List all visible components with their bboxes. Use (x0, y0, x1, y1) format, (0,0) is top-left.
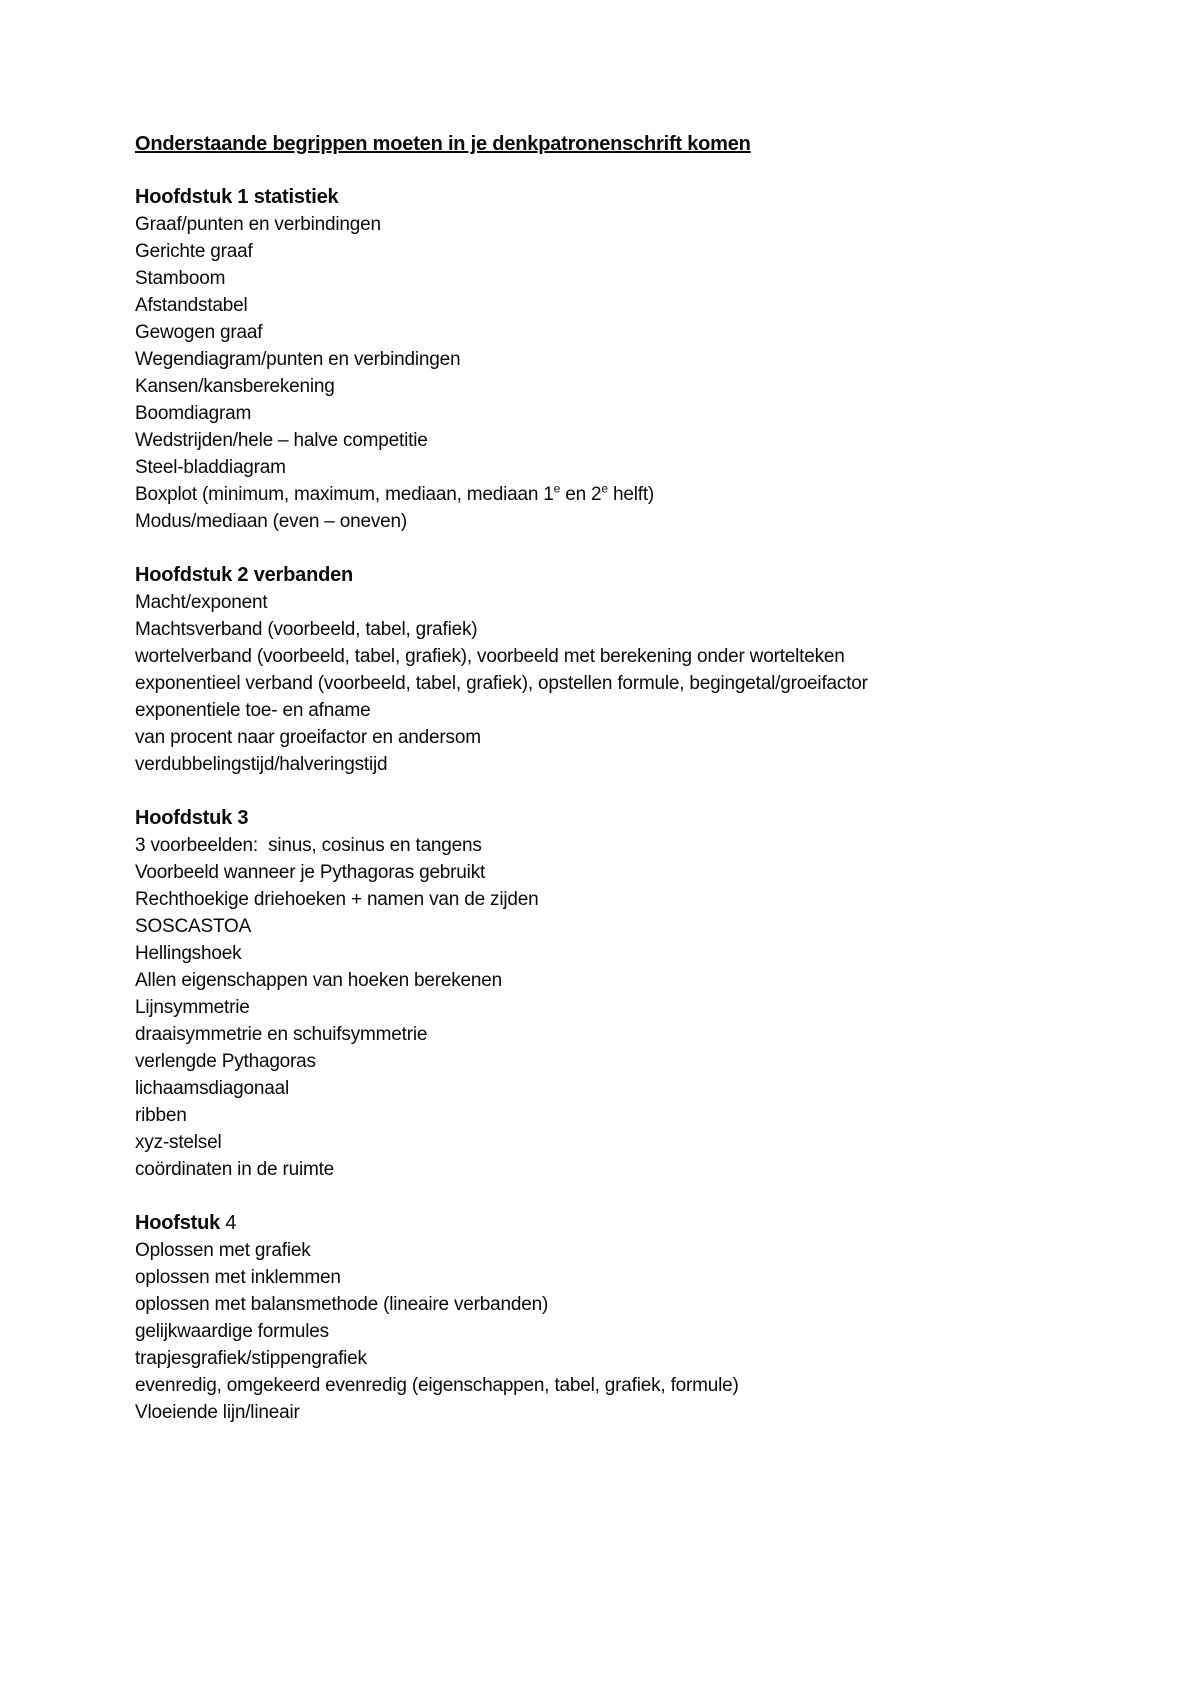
section-heading (135, 184, 1140, 211)
term-line: SOSCASTOA (135, 916, 252, 937)
term-line: Graaf/punten en verbindingen (135, 214, 381, 235)
term-line: Steel-bladdiagram (135, 457, 286, 478)
term-line: coördinaten in de ruimte (135, 1159, 335, 1180)
section-hoofdstuk-3 (135, 805, 1140, 1183)
boxplot-text-pre: Boxplot (minimum, maximum, mediaan, mediaan 1 (135, 484, 554, 505)
term-line: gelijkwaardige formules (135, 1321, 329, 1342)
term-line: wortelverband (voorbeeld, tabel, grafiek), voorbeeld met berekening onder wortelteken (135, 646, 845, 667)
section-heading (135, 805, 1140, 832)
boxplot-superscript-1: e (553, 481, 561, 496)
document-title: Onderstaande begrippen moeten in je denkpatronenschrift komen (135, 133, 751, 155)
section-heading (135, 562, 1140, 589)
boxplot-superscript-2: e (601, 481, 608, 496)
term-line: evenredig, omgekeerd evenredig (eigenschappen, tabel, grafiek, formule) (135, 1375, 739, 1396)
term-line: trapjesgrafiek/stippengrafiek (135, 1348, 367, 1369)
term-line: Hellingshoek (135, 943, 242, 964)
term-line: xyz-stelsel (135, 1132, 222, 1153)
section-hoofdstuk-2 (135, 562, 1140, 778)
term-line: lichaamsdiagonaal (135, 1078, 289, 1099)
term-line: Oplossen met grafiek (135, 1240, 311, 1261)
term-line: Rechthoekige driehoeken + namen van de zijden (135, 889, 539, 910)
term-line: Boomdiagram (135, 403, 252, 424)
term-line: Gerichte graaf (135, 241, 253, 262)
term-line-boxplot (135, 481, 1140, 508)
section-hoofdstuk-1 (135, 184, 1140, 535)
section-heading (135, 1210, 1140, 1237)
term-line: Voorbeeld wanneer je Pythagoras gebruikt (135, 862, 486, 883)
term-line: Vloeiende lijn/lineair (135, 1402, 300, 1423)
term-line: Modus/mediaan (even – oneven) (135, 511, 407, 532)
section-hoofstuk-4 (135, 1210, 1140, 1426)
boxplot-text-mid: en 2 (560, 484, 602, 505)
term-line: Gewogen graaf (135, 322, 263, 343)
term-line: Wedstrijden/hele – halve competitie (135, 430, 428, 451)
term-line: exponentiele toe- en afname (135, 700, 371, 721)
section-heading-bold: Hoofdstuk 3 (135, 807, 249, 829)
section-heading-bold: Hoofdstuk 1 statistiek (135, 186, 339, 208)
term-line: Stamboom (135, 268, 226, 289)
term-line: Kansen/kansberekening (135, 376, 335, 397)
boxplot-text-post: helft) (607, 484, 655, 505)
term-line: Macht/exponent (135, 592, 268, 613)
term-line: Machtsverband (voorbeeld, tabel, grafiek) (135, 619, 478, 640)
term-line: Afstandstabel (135, 295, 248, 316)
term-line: van procent naar groeifactor en andersom (135, 727, 481, 748)
term-line: 3 voorbeelden: sinus, cosinus en tangens (135, 835, 482, 856)
section-heading-bold: Hoofdstuk 2 verbanden (135, 564, 354, 586)
term-line: Allen eigenschappen van hoeken berekenen (135, 970, 503, 991)
term-line: oplossen met balansmethode (lineaire verbanden) (135, 1294, 549, 1315)
term-line: oplossen met inklemmen (135, 1267, 341, 1288)
term-line: draaisymmetrie en schuifsymmetrie (135, 1024, 428, 1045)
term-line: verlengde Pythagoras (135, 1051, 316, 1072)
term-line: Lijnsymmetrie (135, 997, 250, 1018)
section-heading-rest: 4 (220, 1212, 237, 1234)
term-line: exponentieel verband (voorbeeld, tabel, grafiek), opstellen formule, begingetal/groeifactor (135, 673, 868, 694)
term-line: verdubbelingstijd/halveringstijd (135, 754, 388, 775)
term-line: Wegendiagram/punten en verbindingen (135, 349, 461, 370)
term-line: ribben (135, 1105, 187, 1126)
section-heading-bold: Hoofstuk (135, 1212, 221, 1234)
